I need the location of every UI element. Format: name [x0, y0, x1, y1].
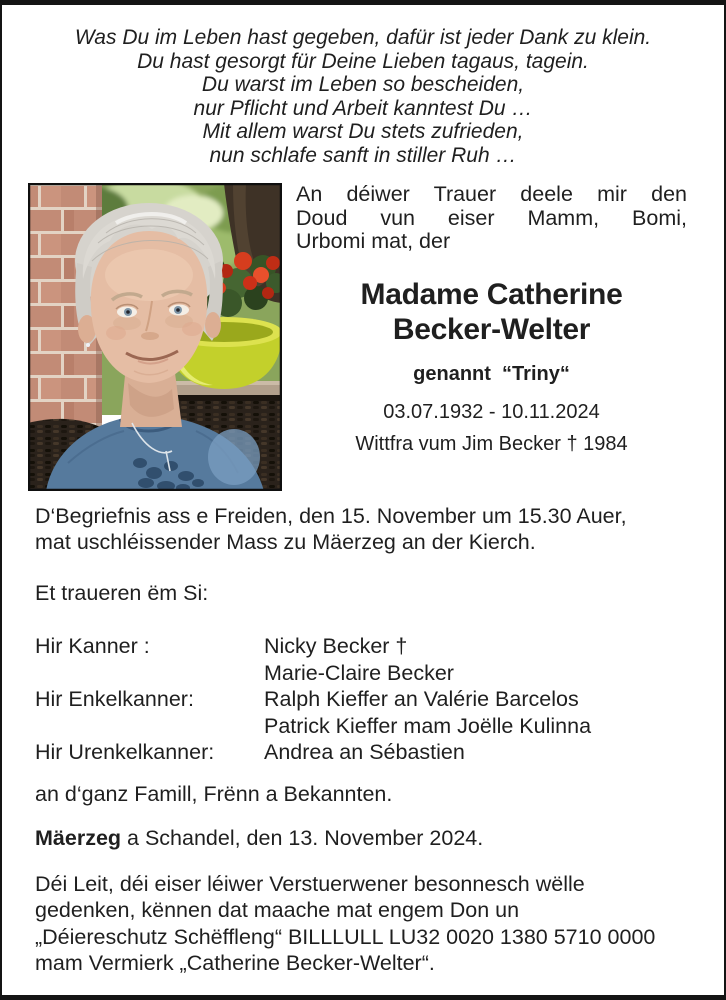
portrait-photo-illustration	[28, 183, 282, 491]
widow-note: Wittfra vum Jim Becker † 1984	[355, 432, 628, 455]
mourners-values-children	[264, 633, 688, 686]
mourners-heading: Et traueren ëm Si:	[35, 581, 209, 605]
mourners-list	[35, 633, 688, 766]
dateline-place: Mäerzeg	[35, 825, 122, 850]
poem-line: Du warst im Leben so bescheiden,	[201, 73, 525, 96]
poem-line: nun schlafe sanft in stiller Ruh …	[209, 143, 517, 167]
funeral-details	[35, 504, 688, 555]
mourner-name: Nicky Becker †	[264, 634, 408, 658]
mourner-name: Andrea an Sébastien	[264, 740, 465, 764]
mourner-name: Patrick Kieffer mam Joëlle Kulinna	[264, 713, 592, 738]
announcement-intro	[296, 183, 687, 254]
poem-line: Du hast gesorgt für Deine Lieben tagaus, tagein.	[137, 49, 589, 73]
dateline-rest: a Schandel, den 13. November 2024.	[121, 825, 484, 850]
photo-and-announcement-row	[2, 183, 724, 491]
intro-line: Urbomi mat, der	[296, 229, 451, 253]
mourners-label-children: Hir Kanner :	[35, 634, 150, 658]
mourners-label-grandchildren: Hir Enkelkanner:	[35, 687, 194, 711]
mourners-values-greatgrandchildren	[264, 739, 688, 766]
birth-death-dates: 03.07.1932 - 10.11.2024	[383, 400, 600, 423]
mourners-values-grandchildren	[264, 686, 688, 739]
memorial-poem	[2, 26, 724, 167]
mourner-name: Ralph Kieffer an Valérie Barcelos	[264, 687, 579, 711]
notice-body	[2, 504, 724, 977]
deceased-name	[296, 277, 687, 347]
funeral-line: mat uschléissender Mass zu Mäerzeg an der Kierch.	[35, 529, 536, 554]
deceased-nickname: genannt “Triny“	[413, 362, 570, 385]
donation-line: „Déiereschutz Schëffleng“ BILLLULL LU32 0020 1380 5710 0000	[35, 924, 656, 949]
deceased-name-line2: Becker-Welter	[392, 312, 591, 346]
intro-line: Doud vun eiser Mamm, Bomi,	[296, 205, 687, 230]
place-dateline	[35, 826, 688, 851]
mourner-name: Marie-Claire Becker	[264, 660, 454, 685]
announcement-column	[282, 183, 687, 491]
donation-line: Déi Leit, déi eiser léiwer Verstuerwener besonnesch wëlle	[35, 871, 585, 896]
intro-line: An déiwer Trauer deele mir den	[296, 182, 687, 206]
deceased-name-line1: Madame Catherine	[360, 277, 623, 311]
poem-line: Mit allem warst Du stets zufrieden,	[202, 120, 524, 143]
donation-paragraph	[35, 871, 688, 977]
mourners-label-greatgrandchildren: Hir Urenkelkanner:	[35, 740, 215, 764]
portrait-photo	[28, 183, 282, 491]
poem-line: nur Pflicht und Arbeit kanntest Du …	[193, 96, 533, 120]
funeral-line: D‘Begriefnis ass e Freiden, den 15. November um 15.30 Auer,	[35, 504, 627, 528]
mourners-closing: an d‘ganz Famill, Frënn a Bekannten.	[35, 781, 393, 806]
donation-line: mam Vermierk „Catherine Becker-Welter“.	[35, 951, 435, 975]
donation-line: gedenken, kënnen dat maache mat engem Don un	[35, 898, 520, 922]
poem-line: Was Du im Leben hast gegeben, dafür ist jeder Dank zu klein.	[74, 26, 652, 49]
